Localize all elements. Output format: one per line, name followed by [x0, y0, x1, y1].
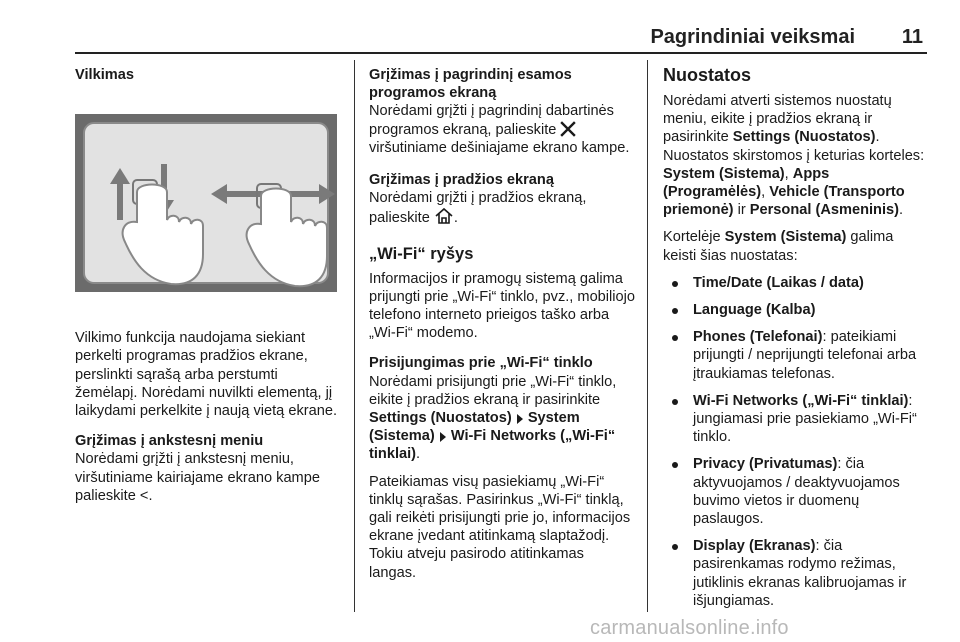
- list-item: [663, 392, 929, 447]
- separator: ,: [784, 165, 789, 182]
- heading-main-screen: Grįžimas į pagrindinį esamos programos ekraną: [369, 67, 572, 102]
- list-item: [663, 537, 929, 610]
- tab-system: System (Sistema): [663, 165, 785, 182]
- list-item-desc: : čia pasirenkamas rodymo režimas, jutiklinis ekranas kalibruojamas ir išjungiamas.: [693, 538, 907, 609]
- list-item: [663, 455, 929, 528]
- path-settings: Settings (Nuostatos): [369, 410, 512, 427]
- tab-personal: Personal (Asmeninis): [749, 202, 900, 219]
- swipe-hands-icon: [75, 114, 337, 292]
- column-divider-2: [647, 60, 648, 612]
- wifi-description: Informacijos ir pramogų sistemą galima prijungti prie „Wi-Fi“ tinklo, pvz., mobiliojo telefono interneto prieigos taško arba „Wi-Fi“ modemo.: [369, 270, 636, 342]
- home-screen-text: Norėdami grįžti į pradžios ekraną, palieskite: [369, 190, 587, 227]
- list-item-desc: : jungiamasi prie pasiekiamo „Wi-Fi“ tinklo.: [693, 392, 917, 446]
- bullet-icon: [672, 544, 678, 550]
- heading-settings: Nuostatos: [663, 65, 752, 85]
- column-left: [75, 60, 337, 514]
- bullet-icon: [672, 462, 678, 468]
- list-item: [663, 274, 929, 292]
- settings-list: [663, 274, 929, 610]
- bullet-icon: [672, 335, 678, 341]
- column-right: [663, 60, 929, 619]
- bullet-icon: [672, 308, 678, 314]
- column-divider-1: [354, 60, 355, 612]
- path-end: .: [416, 446, 421, 463]
- settings-intro: Norėdami atverti sistemos nuostatų meniu, eikite į pradžios ekraną ir pasirinkite: [663, 93, 892, 146]
- separator: .: [899, 202, 904, 219]
- list-item-label: Time/Date (Laikas / data): [693, 274, 864, 291]
- path-arrow-icon: [516, 413, 524, 425]
- bullet-icon: [672, 399, 678, 405]
- drag-description: Vilkimo funkcija naudojama siekiant perkelti programas pradžios ekrane, perslinkti sąrašą arba perstumti žemėlapį. Norėdami nuvilkti elementą, jį laikydami perkelkite į naują vietą ekrane.: [75, 330, 338, 420]
- settings-label: Settings (Nuostatos): [732, 129, 876, 146]
- list-item-label: Language (Kalba): [693, 302, 816, 319]
- separator: ,: [761, 184, 766, 201]
- back-chevron-icon: <: [139, 487, 149, 504]
- settings-intro-2: . Nuostatos skirstomos į keturias korteles:: [663, 129, 925, 164]
- path-wifi-networks: Wi-Fi Networks („Wi-Fi“ tinklai): [369, 428, 616, 463]
- page-header: [75, 26, 927, 56]
- previous-menu-text: Norėdami grįžti į ankstesnį meniu, viršutiniame kairiajame ekrano kampe palieskite: [75, 451, 320, 504]
- heading-previous-menu: Grįžimas į ankstesnį meniu: [75, 433, 264, 450]
- wifi-connect-text: Norėdami prisijungti prie „Wi-Fi“ tinklo, eikite į pradžios ekraną ir pasirinkite: [369, 373, 617, 408]
- tab-text: Kortelėje: [663, 229, 721, 246]
- list-item-label: Phones (Telefonai): [693, 329, 823, 346]
- home-screen-text-end: .: [453, 210, 458, 227]
- column-middle: [369, 60, 635, 591]
- list-item-label: Privacy (Privatumas): [693, 456, 838, 473]
- path-arrow-icon: [439, 431, 447, 443]
- list-item: [663, 328, 929, 383]
- tab-text-2: galima keisti šias nuostatas:: [663, 229, 894, 264]
- heading-wifi-connect: Prisijungimas prie „Wi-Fi“ tinklo: [369, 355, 593, 372]
- path-system: System (Sistema): [369, 410, 580, 445]
- list-item-desc: : pateikiami prijungti / neprijungti telefonai arba įtraukiamas telefonas.: [693, 329, 917, 382]
- main-screen-text-2: viršutiniame dešiniajame ekrano kampe.: [369, 139, 630, 156]
- list-item-label: Wi-Fi Networks („Wi-Fi“ tinklai): [693, 392, 909, 409]
- list-item-desc: : čia aktyvuojamos / deaktyvuojamos buvimo vietos ir duomenų paslaugos.: [693, 456, 900, 528]
- separator: ir: [737, 202, 746, 219]
- page-number: 11: [901, 26, 923, 48]
- header-divider: [75, 52, 927, 54]
- watermark: carmanualsonline.info: [590, 617, 789, 639]
- tab-system-ref: System (Sistema): [724, 229, 847, 246]
- previous-menu-text-end: .: [148, 487, 153, 504]
- bullet-icon: [672, 281, 678, 287]
- list-item: [663, 301, 929, 319]
- heading-drag: Vilkimas: [75, 67, 134, 83]
- home-icon: [434, 207, 454, 225]
- tab-vehicle: Vehicle (Transporto priemonė): [663, 184, 905, 219]
- tab-apps: Apps (Programėlės): [663, 165, 830, 201]
- close-x-icon: [560, 121, 576, 137]
- main-screen-text: Norėdami grįžti į pagrindinį dabartinės programos ekraną, palieskite: [369, 103, 614, 138]
- heading-home-screen: Grįžimas į pradžios ekraną: [369, 172, 554, 189]
- page-title: Pagrindiniai veiksmai: [650, 26, 855, 48]
- heading-wifi: „Wi-Fi“ ryšys: [369, 244, 474, 263]
- list-item-label: Display (Ekranas): [693, 538, 816, 555]
- wifi-list-description: Pateikiamas visų pasiekiamų „Wi-Fi“ tinklų sąrašas. Pasirinkus „Wi-Fi“ tinklą, gali reikėti prisijungti prie jo, informacijos ekrane įvedant atitinkamą slaptažodį. Tokiu atveju pasirodo atitinkamas langas.: [369, 473, 631, 581]
- drag-gesture-illustration: [75, 114, 337, 292]
